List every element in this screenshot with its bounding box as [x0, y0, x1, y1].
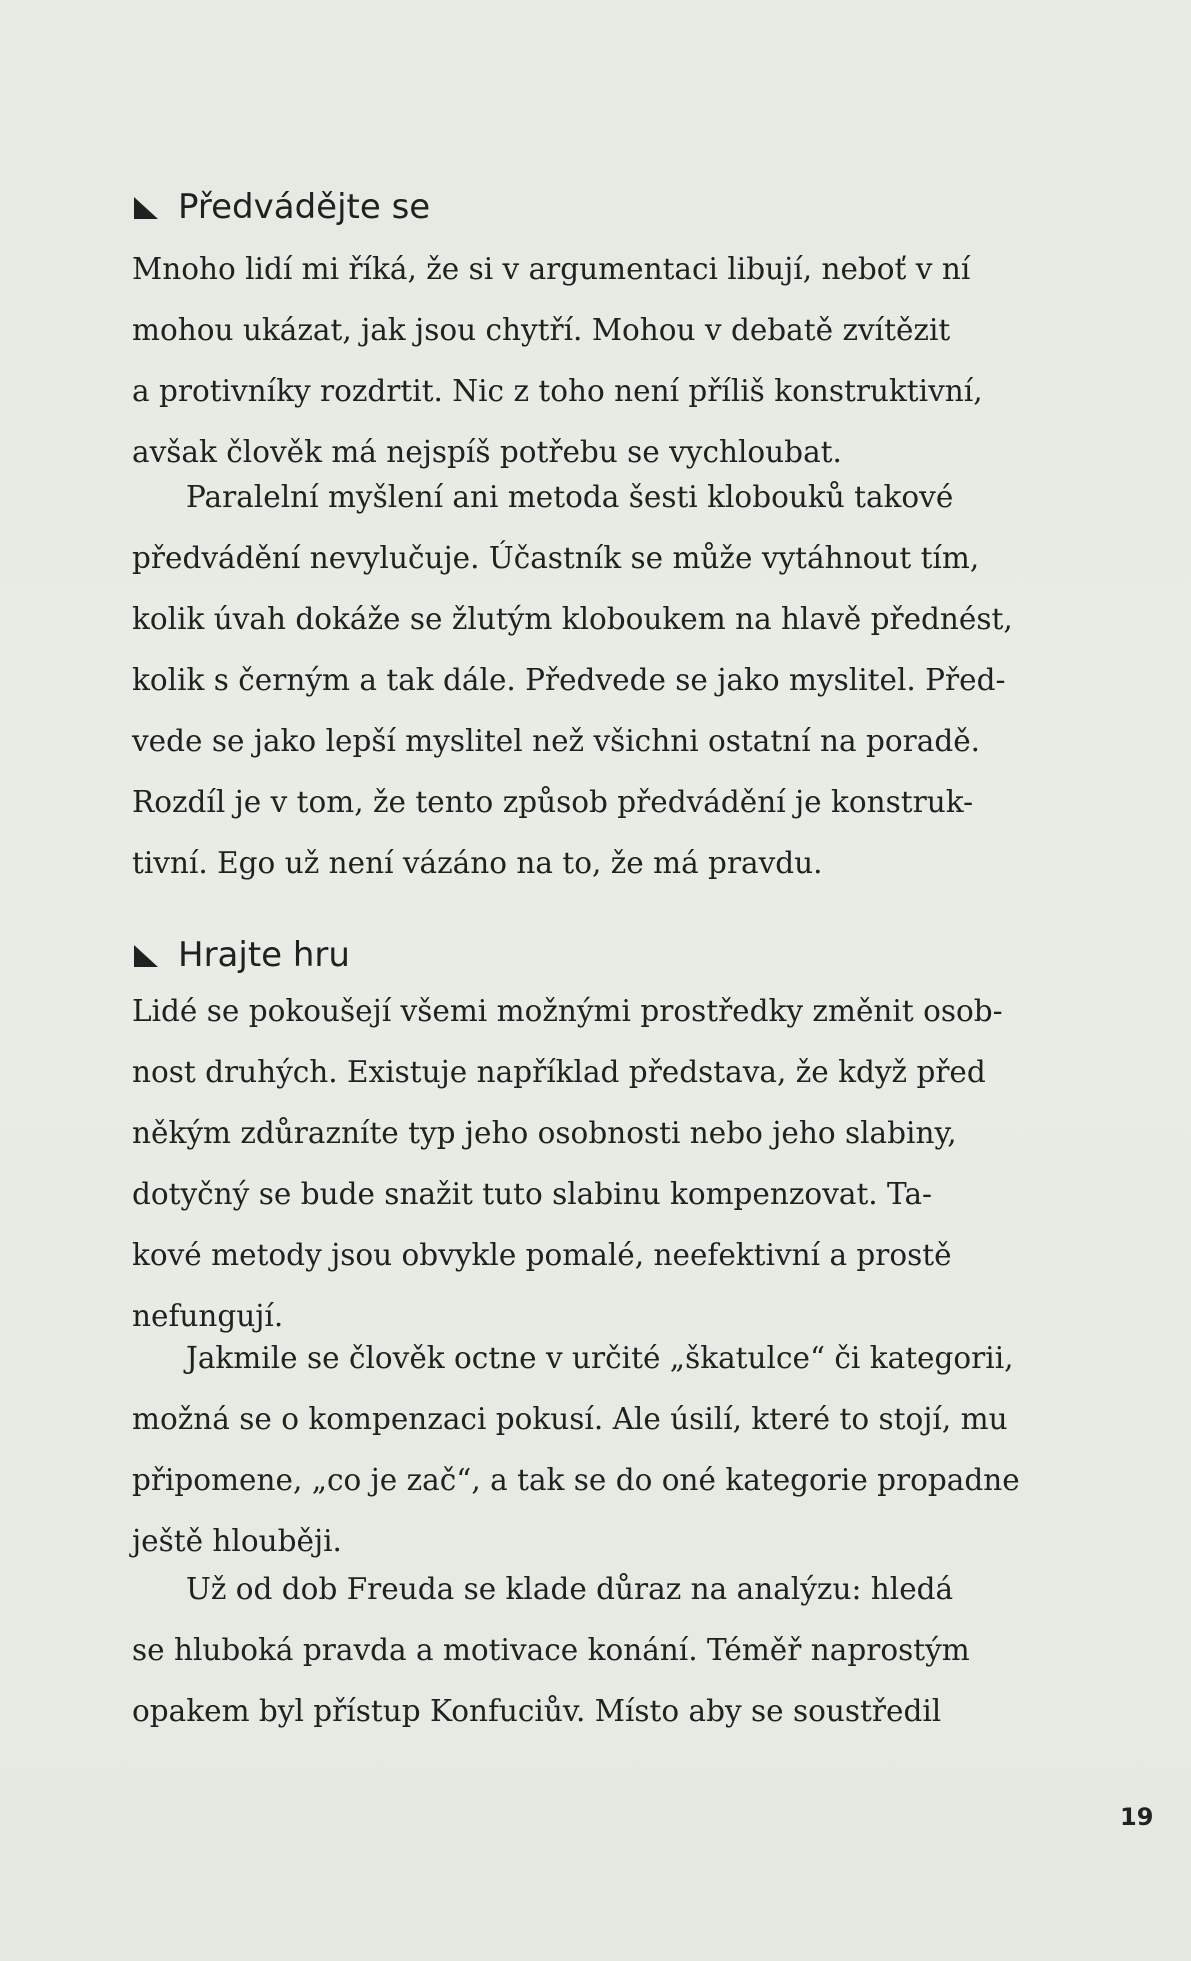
text-line: kolik úvah dokáže se žlutým kloboukem na hlavě přednést, [132, 602, 1013, 636]
triangle-marker-icon [132, 941, 160, 969]
text-line: Jakmile se člověk octne v určité „škatulce“ či kategorii, [186, 1341, 1014, 1375]
text-line: ještě hlouběji. [132, 1524, 342, 1558]
paragraph [132, 1559, 1072, 1742]
text-line: nost druhých. Existuje například představa, že když před [132, 1055, 986, 1089]
paragraph [132, 981, 1072, 1347]
text-line: Už od dob Freuda se klade důraz na analýzu: hledá [186, 1572, 954, 1606]
section-heading-predvadejte-se [132, 187, 431, 227]
text-line: připomene, „co je zač“, a tak se do oné kategorie propadne [132, 1463, 1020, 1497]
text-line: někým zdůrazníte typ jeho osobnosti nebo jeho slabiny, [132, 1116, 957, 1150]
text-line: předvádění nevylučuje. Účastník se může vytáhnout tím, [132, 541, 980, 575]
text-line: dotyčný se bude snažit tuto slabinu kompenzovat. Ta- [132, 1177, 933, 1211]
paragraph [132, 467, 1072, 894]
text-line: Lidé se pokoušejí všemi možnými prostředky změnit osob- [132, 994, 1003, 1028]
triangle-marker-icon [132, 193, 160, 221]
page-number: 19 [1120, 1803, 1154, 1831]
section-heading-hrajte-hru [132, 935, 350, 975]
text-line: Rozdíl je v tom, že tento způsob předvádění je konstruk- [132, 785, 974, 819]
text-line: opakem byl přístup Konfuciův. Místo aby se soustředil [132, 1694, 942, 1728]
text-line: Paralelní myšlení ani metoda šesti klobouků takové [186, 480, 954, 514]
paragraph [132, 1328, 1072, 1572]
text-line: kové metody jsou obvykle pomalé, neefektivní a prostě [132, 1238, 952, 1272]
text-line: avšak člověk má nejspíš potřebu se vychloubat. [132, 435, 842, 469]
text-line: možná se o kompenzaci pokusí. Ale úsilí, které to stojí, mu [132, 1402, 1008, 1436]
text-line: nefungují. [132, 1299, 284, 1333]
paragraph [132, 239, 1072, 483]
text-line: a protivníky rozdrtit. Nic z toho není příliš konstruktivní, [132, 374, 983, 408]
text-line: kolik s černým a tak dále. Předvede se jako myslitel. Před- [132, 663, 1006, 697]
text-line: tivní. Ego už není vázáno na to, že má pravdu. [132, 846, 823, 880]
section-heading-text: Předvádějte se [178, 187, 431, 227]
section-heading-text: Hrajte hru [178, 935, 350, 975]
text-line: vede se jako lepší myslitel než všichni ostatní na poradě. [132, 724, 981, 758]
text-line: Mnoho lidí mi říká, že si v argumentaci libují, neboť v ní [132, 252, 971, 286]
text-line: se hluboká pravda a motivace konání. Téměř naprostým [132, 1633, 970, 1667]
text-line: mohou ukázat, jak jsou chytří. Mohou v debatě zvítězit [132, 313, 951, 347]
